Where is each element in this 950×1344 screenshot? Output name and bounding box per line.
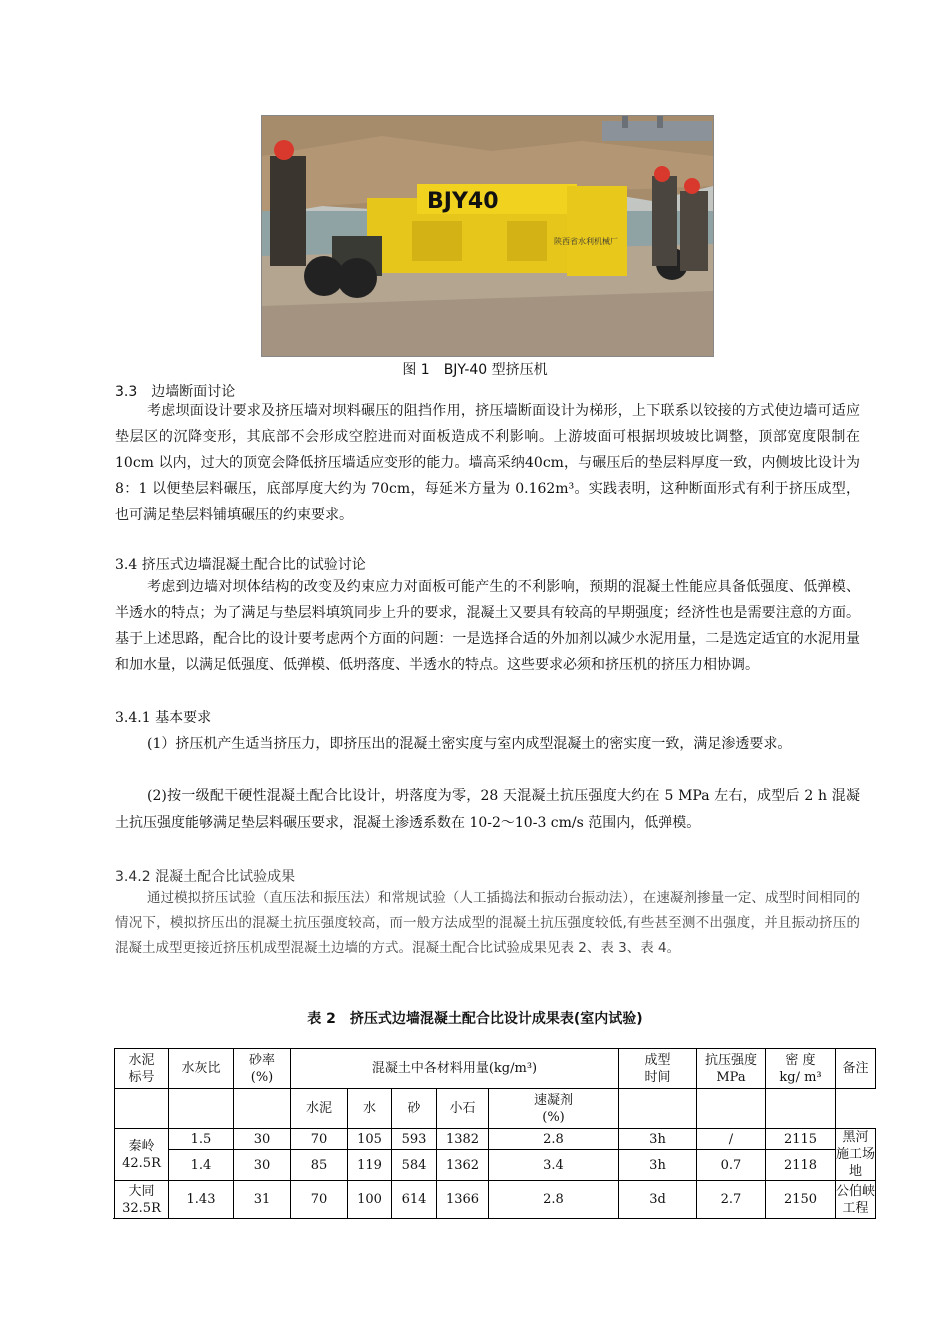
cement-grade-qinling: 秦岭 42.5R bbox=[115, 1129, 169, 1181]
section-3-4-body: 考虑到边墙对坝体结构的改变及约束应力对面板可能产生的不利影响，预期的混凝土性能应具备低强度、低弹模、半透水的特点；为了满足与垫层料填筑同步上升的要求，混凝土又要具有较高的早期强度；经济性也是需要注意的方面。基于上述思路，配合比的设计要考虑两个方面的问题：一是选择合适的外加剂以减少水泥用量，二是选定适宜的水泥用量和加水量，以满足低强度、低弹模、低坍落度、半透水的特点。这些要求必须和挤压机的挤压力相协调。 bbox=[115, 579, 860, 673]
figure-caption: 图 1 BJY-40 型挤压机 bbox=[402, 362, 548, 378]
header-note: 备注 bbox=[836, 1049, 876, 1089]
header-cement-grade: 水泥 标号 bbox=[115, 1049, 169, 1089]
table-cell: 2118 bbox=[766, 1150, 836, 1181]
extruder-photo bbox=[261, 115, 714, 357]
table-cell: 119 bbox=[348, 1150, 392, 1181]
table-cell: 614 bbox=[392, 1181, 437, 1219]
table-cell: 2.7 bbox=[697, 1181, 766, 1219]
header-material-amounts: 混凝土中各材料用量(kg/m³) bbox=[291, 1049, 619, 1089]
table-cell: 2.8 bbox=[489, 1129, 619, 1150]
subheader-small-stone: 小石 bbox=[437, 1089, 489, 1129]
table-cell bbox=[115, 1089, 169, 1129]
section-3-4-2-body: 通过模拟挤压试验（直压法和振压法）和常规试验（人工插捣法和振动台振动法），在速凝剂掺量一定、成型时间相同的情况下，模拟挤压出的混凝土抗压强度较高，而一般方法成型的混凝土抗压强度较低,有些甚至测不出强度，并且振动挤压的混凝土成型更接近挤压机成型混凝土边墙的方式。混凝土配合比试验成果见表 2、表 3、表 4。 bbox=[115, 890, 860, 956]
table-cell: 30 bbox=[234, 1150, 291, 1181]
table-header-row-1 bbox=[115, 1049, 876, 1089]
table-cell: 3h bbox=[619, 1129, 697, 1150]
machine-label: BJY40 bbox=[427, 189, 499, 214]
subheader-cement: 水泥 bbox=[291, 1089, 348, 1129]
table-cell bbox=[234, 1089, 291, 1129]
table-cell: 30 bbox=[234, 1129, 291, 1150]
header-density: 密 度 kg/ m³ bbox=[766, 1049, 836, 1089]
subheader-sand: 砂 bbox=[392, 1089, 437, 1129]
section-3-4-2-heading: 3.4.2 混凝土配合比试验成果 bbox=[115, 869, 296, 885]
section-3-3-heading: 3.3 边墙断面讨论 bbox=[115, 384, 236, 400]
table-cell bbox=[169, 1089, 234, 1129]
table-cell: 105 bbox=[348, 1129, 392, 1150]
table-row bbox=[115, 1181, 876, 1219]
table-cell: 1362 bbox=[437, 1150, 489, 1181]
table-cell: / bbox=[697, 1129, 766, 1150]
table-cell: 593 bbox=[392, 1129, 437, 1150]
table-cell: 31 bbox=[234, 1181, 291, 1219]
table-header-row-2 bbox=[115, 1089, 876, 1129]
header-water-cement-ratio: 水灰比 bbox=[169, 1049, 234, 1089]
table-row bbox=[115, 1129, 876, 1150]
table-cell: 1.4 bbox=[169, 1150, 234, 1181]
table-cell: 2115 bbox=[766, 1129, 836, 1150]
table-cell: 100 bbox=[348, 1181, 392, 1219]
table-cell: 3d bbox=[619, 1181, 697, 1219]
table-cell: 1366 bbox=[437, 1181, 489, 1219]
section-3-4-1-item-1: (1）挤压机产生适当挤压力，即挤压出的混凝土密实度与室内成型混凝土的密实度一致，满足渗透要求。 bbox=[147, 736, 792, 752]
subheader-water: 水 bbox=[348, 1089, 392, 1129]
header-forming-time: 成型 时间 bbox=[619, 1049, 697, 1089]
table-cell: 584 bbox=[392, 1150, 437, 1181]
section-3-3-body: 考虑坝面设计要求及挤压墙对坝料碾压的阻挡作用，挤压墙断面设计为梯形，上下联系以铰接的方式使边墙可适应垫层区的沉降变形，其底部不会形成空腔进而对面板造成不利影响。上游坡面可根据坝坡坡比调整，顶部宽度限制在 10cm 以内，过大的顶宽会降低挤压墙适应变形的能力。墙高采纳40cm，与碾压后的垫层料厚度一致，内侧坡比设计为 8：1 以便垫层料碾压，底部厚度大约为 70cm，每延米方量为 0.162m³。实践表明，这种断面形式有利于挤压成型，也可满足垫层料铺填碾压的约束要求。 bbox=[115, 403, 860, 523]
table-cell: 1382 bbox=[437, 1129, 489, 1150]
cement-grade-datong: 大同 32.5R bbox=[115, 1181, 169, 1219]
machine-plate: 陕西省水利机械厂 bbox=[554, 237, 618, 246]
table-cell: 2.8 bbox=[489, 1181, 619, 1219]
header-compressive-strength: 抗压强度 MPa bbox=[697, 1049, 766, 1089]
table-cell bbox=[619, 1089, 697, 1129]
section-3-4-1-heading: 3.4.1 基本要求 bbox=[115, 710, 212, 726]
section-3-4-heading: 3.4 挤压式边墙混凝土配合比的试验讨论 bbox=[115, 557, 366, 573]
subheader-accelerator: 速凝剂 (%) bbox=[489, 1089, 619, 1129]
table-cell bbox=[766, 1089, 836, 1129]
note-gongboxia: 公伯峡 工程 bbox=[836, 1181, 876, 1219]
table-cell: 3h bbox=[619, 1150, 697, 1181]
table-cell: 85 bbox=[291, 1150, 348, 1181]
table-cell: 1.5 bbox=[169, 1129, 234, 1150]
table-cell: 0.7 bbox=[697, 1150, 766, 1181]
note-heihe: 黑河 施工场 地 bbox=[836, 1130, 876, 1179]
table-caption: 表 2 挤压式边墙混凝土配合比设计成果表(室内试验) bbox=[307, 1011, 643, 1027]
table-cell bbox=[697, 1089, 766, 1129]
table-row bbox=[115, 1150, 876, 1181]
table-cell: 70 bbox=[291, 1129, 348, 1150]
table-edge-mark bbox=[113, 1218, 121, 1219]
header-sand-rate: 砂率 (%) bbox=[234, 1049, 291, 1089]
section-3-4-1-item-2: (2)按一级配干硬性混凝土配合比设计，坍落度为零，28 天混凝土抗压强度大约在 5 MPa 左右，成型后 2 h 混凝土抗压强度能够满足垫层料碾压要求，混凝土渗透系数在 10-2～10-3 cm/s 范围内，低弹模。 bbox=[115, 788, 860, 831]
table-cell: 2150 bbox=[766, 1181, 836, 1219]
table-cell: 3.4 bbox=[489, 1150, 619, 1181]
extruder-machine-image bbox=[262, 116, 713, 356]
table-cell: 1.43 bbox=[169, 1181, 234, 1219]
table-cell: 70 bbox=[291, 1181, 348, 1219]
mix-design-table bbox=[114, 1048, 876, 1219]
